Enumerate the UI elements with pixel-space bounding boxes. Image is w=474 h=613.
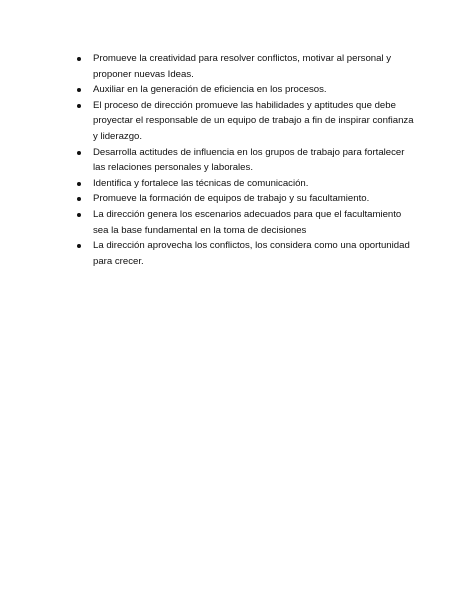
bullet-icon — [77, 104, 81, 108]
bullet-item — [74, 191, 414, 207]
bullet-icon — [77, 151, 81, 155]
bullet-text-line: La dirección aprovecha los conflictos, los considera como una oportunidad — [93, 240, 410, 252]
bullet-text-line: Promueve la formación de equipos de trabajo y su facultamiento. — [93, 193, 370, 205]
bullet-text-line: La dirección genera los escenarios adecuados para que el facultamiento — [93, 208, 402, 220]
bullet-item — [74, 145, 414, 176]
bullet-text-line: Identifica y fortalece las técnicas de comunicación. — [93, 177, 309, 189]
bullet-icon — [77, 182, 81, 186]
bullet-item — [74, 207, 414, 238]
bullet-text-line: El proceso de dirección promueve las habilidades y aptitudes que debe — [93, 99, 396, 111]
bullet-list — [74, 51, 414, 269]
bullet-text-line: proponer nuevas Ideas. — [93, 68, 194, 80]
bullet-text-line: sea la base fundamental en la toma de decisiones — [93, 224, 307, 236]
bullet-text-line: Desarrolla actitudes de influencia en los grupos de trabajo para fortalecer — [93, 146, 405, 158]
bullet-icon — [77, 88, 81, 92]
bullet-icon — [77, 213, 81, 217]
bullet-icon — [77, 57, 81, 61]
bullet-icon — [77, 244, 81, 248]
bullet-text-line: Promueve la creatividad para resolver conflictos, motivar al personal y — [93, 53, 392, 64]
bullet-icon — [77, 197, 81, 201]
bullet-text-line: las relaciones personales y laborales. — [93, 162, 253, 174]
bullet-item — [74, 98, 414, 145]
bullet-item — [74, 238, 414, 269]
bullet-item — [74, 176, 414, 192]
bullet-text-line: para crecer. — [93, 255, 144, 267]
bullet-text-line: y liderazgo. — [93, 130, 143, 142]
bullet-text-line: proyectar el responsable de un equipo de trabajo a fin de inspirar confianza — [93, 115, 414, 127]
bullet-item — [74, 82, 414, 98]
bullet-item — [74, 51, 414, 82]
bullet-text-line: Auxiliar en la generación de eficiencia en los procesos. — [93, 84, 327, 96]
